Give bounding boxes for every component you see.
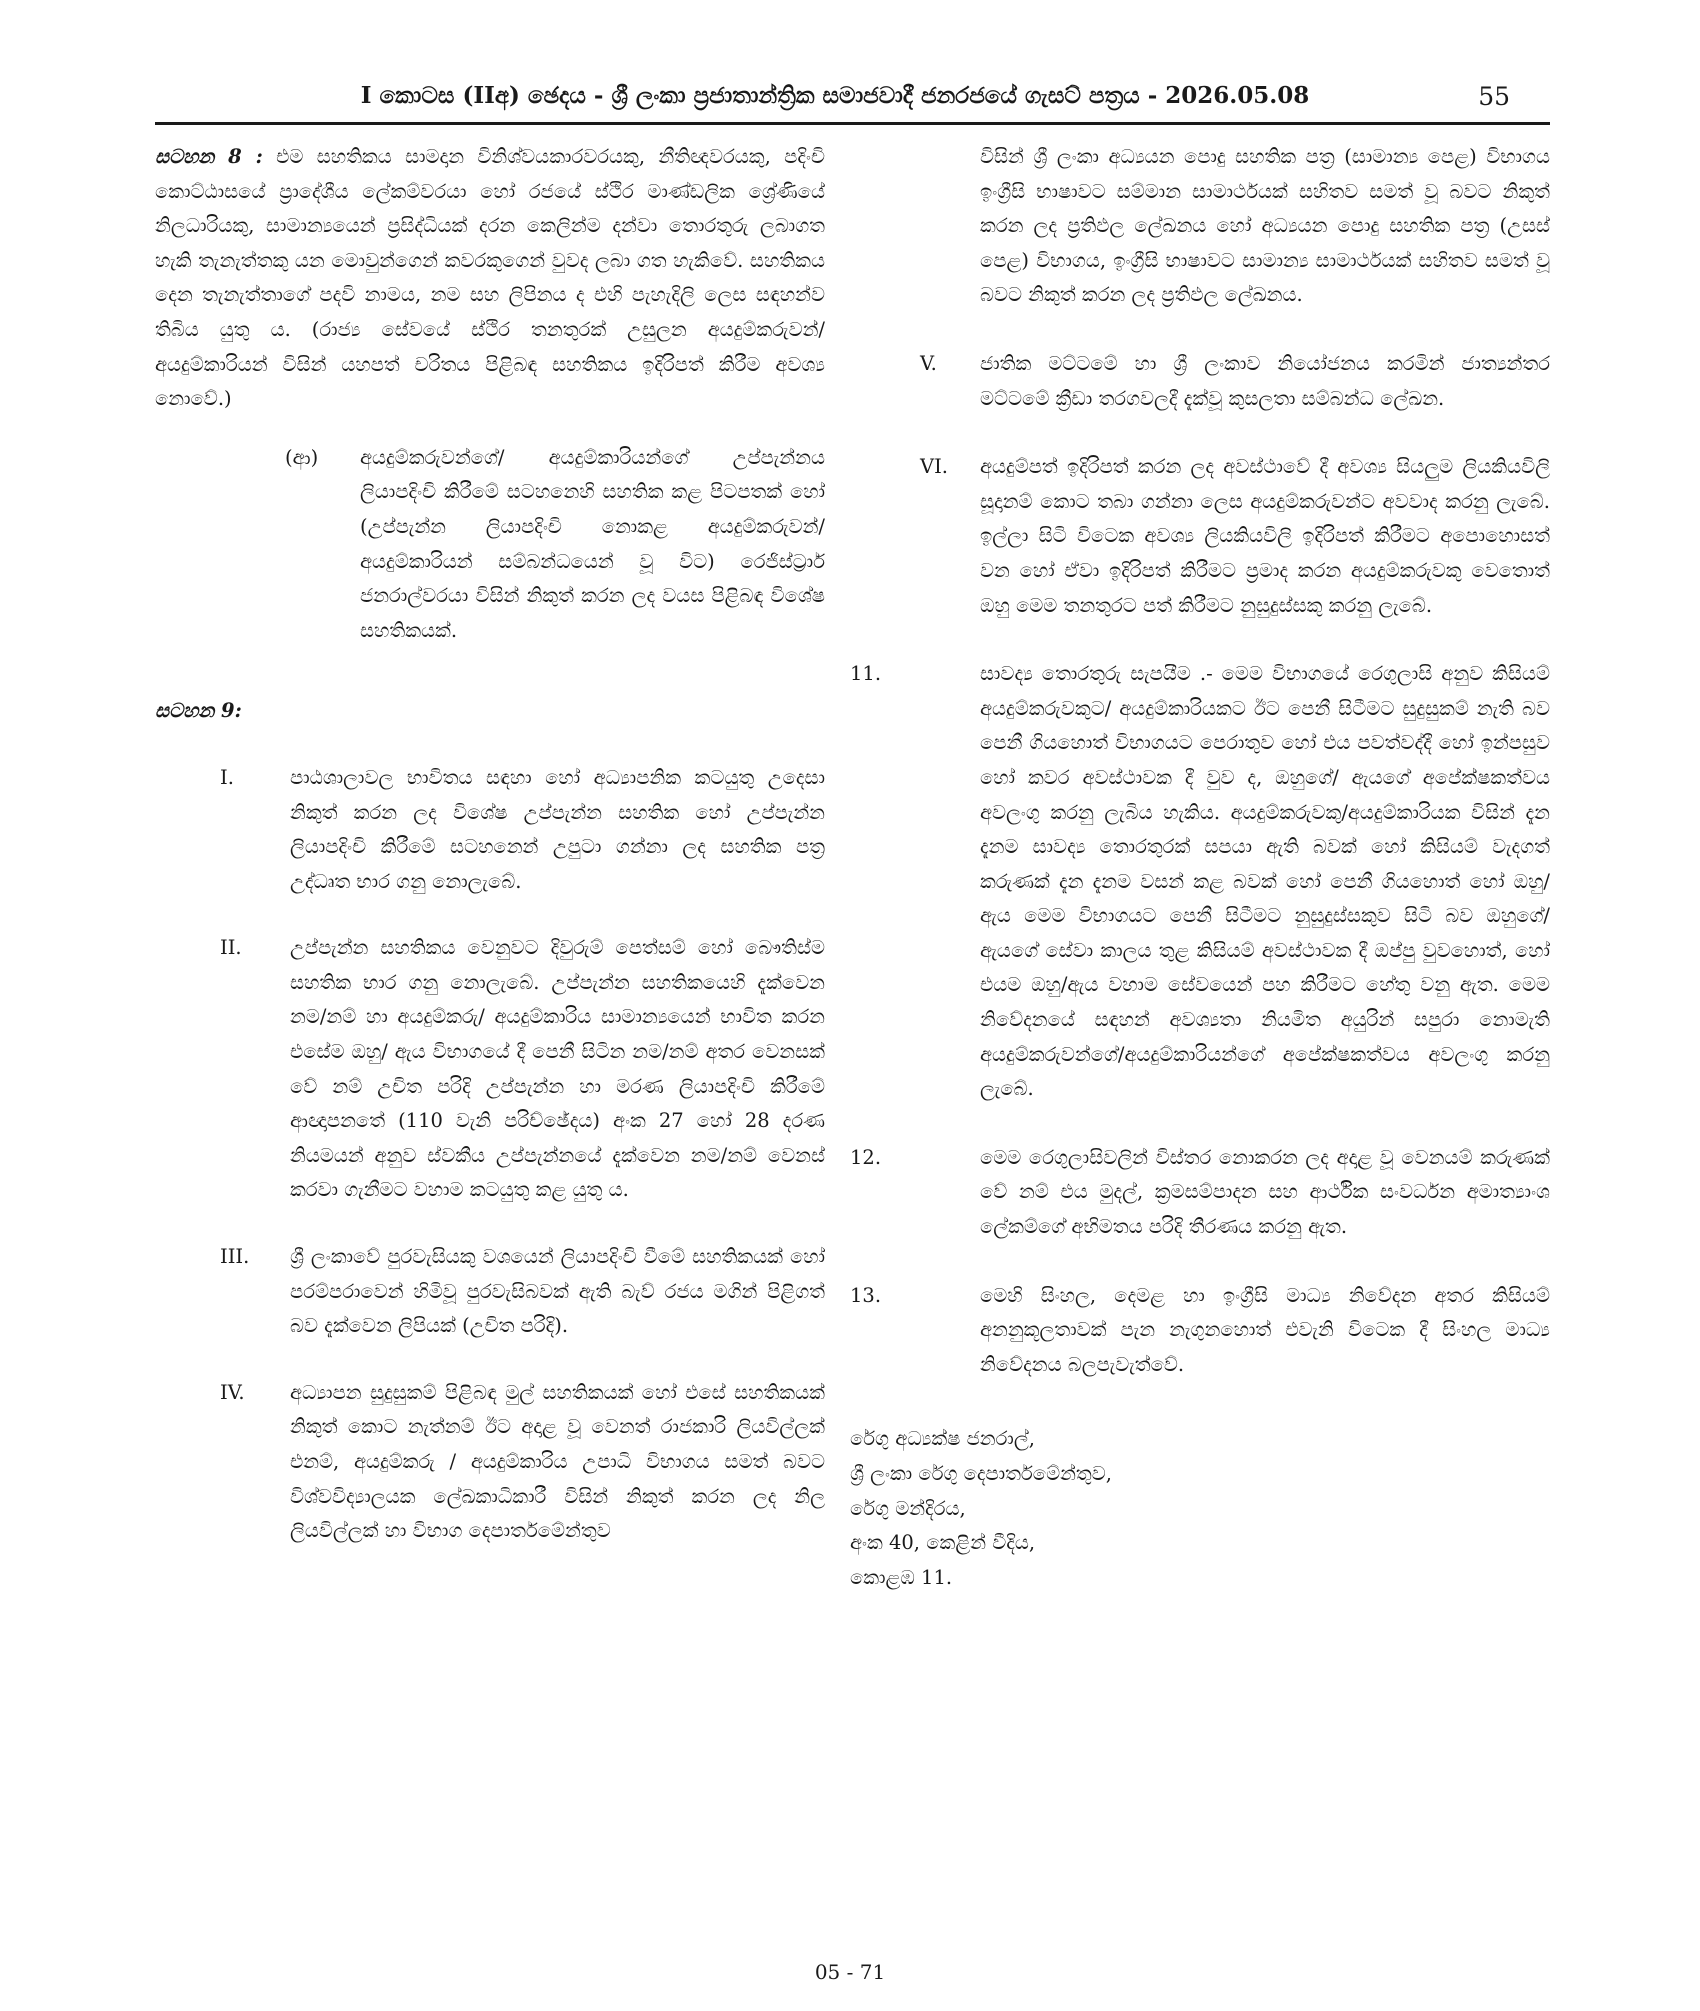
list-item [155, 761, 825, 899]
list-item-text: අයදුම්පත් ඉදිරිපත් කරන ලද අවස්ථාවේ දී අවශ්‍ය සියලුම ලියකියවිලි සූදානම් කොට තබා ගන්නා ලෙස අයදුම්කරුවන්ට අවවාද කරනු ලැබේ. ඉල්ලා සිටි විටෙක අවශ්‍ය ලියකියවිලි ඉදිරිපත් කිරීමට අපොහොසත් වන හෝ ඒවා ඉදිරිපත් කිරීමට ප්‍රමාද කරන අයදුම්කරුවකු වෙතොත් ඔහු මෙම තනතුරට පත් කිරීමට නුසුදුස්සකු කරනු ලැබේ. [980, 455, 1550, 617]
numbered-item [850, 1141, 1550, 1245]
signature-line: රේගු අධ්‍යක්ෂ ජනරාල්, [850, 1427, 1035, 1451]
list-item-label: IV. [220, 1380, 245, 1404]
left-column [155, 140, 825, 1549]
numbered-item-text: සාවද්‍ය තොරතුරු සැපයීම .- මෙම විභාගයේ රෙගුලාසි අනුව කිසියම් අයදුම්කරුවකුට/ අයදුම්කාරියකට ඊට පෙනී සිටීමට සුදුසුකම් නැති බව පෙනී ගියහොත් විභාගයට පෙරාතුව හෝ එය පවත්වද්දී හෝ ඉන්පසුව හෝ කවර අවස්ථාවක දී වුව ද, ඔහුගේ/ ඇයගේ අපේක්ෂකත්වය අවලංගු කරනු ලැබිය හැකිය. අයදුම්කරුවකු/අයදුම්කාරියක විසින් දැන දැනම සාවද්‍ය තොරතුරක් සපයා ඇති බවක් හෝ කිසියම් වැදගත් කරුණක් දැන දැනම වසන් කළ බවක් හෝ පෙනී ගියහොත් හෝ ඔහු/ඇය මෙම විභාගයට පෙනී සිටීමට නුසුදුස්සකුව සිටි බව ඔහුගේ/ඇයගේ සේවා කාලය තුළ කිසියම් අවස්ථාවක දී ඔප්පු වුවහොත්, හෝ එයම ඔහු/ඇය වහාම සේවයෙන් පහ කිරීමට හේතු වනු ඇත. මෙම නිවේදනයේ සඳහන් අවශ්‍යතා නියමිත අයුරින් සපුරා නොමැති අයදුම්කරුවන්ගේ/අයදුම්කාරියන්ගේ අපේක්ෂකත්වය අවලංගු කරනු ලැබේ. [980, 662, 1550, 1101]
numbered-item [850, 657, 1550, 1107]
sub-item-a-text: අයදුම්කරුවන්ගේ/ අයදුම්කාරියන්ගේ උප්පැන්නය ලියාපදිංචි කිරීමේ සටහනෙහි සහතික කළ පිටපතක් හෝ (උප්පැන්න ලියාපදිංචි නොකළ අයදුම්කරුවන්/ අයදුම්කාරියන් සම්බන්ධයෙන් වූ විට) රෙජිස්ට්‍රාර් ජනරාල්වරයා විසින් නිකුත් කරන ලද වයස පිළිබඳ විශේෂ සහතිකයක්. [360, 445, 825, 642]
note-8 [155, 140, 825, 417]
list-item-text: ශ්‍රී ලංකාවේ පුරවැසියකු වශයෙන් ලියාපදිංචි වීමේ සහතිකයක් හෝ පරම්පරාවෙන් හිමිවූ පුරවැසිබවක් ඇති බැව් රජය මගින් පිළිගත් බව දැක්වෙන ලිපියක් (උචිත පරිදි). [290, 1245, 825, 1338]
note-8-label: සටහන 8 : [155, 145, 263, 168]
numbered-item-text: මෙම රෙගුලාසිවලින් විස්තර නොකරන ලද අදාළ වූ වෙනයම් කරුණක් වේ නම් එය මුදල්, ක්‍රමසම්පාදන සහ ආර්ථික සංවර්ධන අමාත්‍යාංශ ලේකම්ගේ අභිමතය පරිදි තීරණය කරනු ඇත. [980, 1145, 1550, 1239]
list-item [155, 1240, 825, 1344]
sub-item-a-label: (ආ) [285, 445, 319, 469]
list-item-text: අධ්‍යාපන සුදුසුකම් පිළිබඳ මුල් සහතිකයක් හෝ එසේ සහතිකයක් නිකුත් කොට නැත්නම් ඊට අදාළ වූ වෙනත් රාජකාරි ලියවිල්ලක් එනම්, අයදුම්කරු / අයදුම්කාරිය උපාධි විභාගය සමත් බවට විශ්වවිද්‍යාලයක ලේඛකාධිකාරී විසින් නිකුත් කරන ලද නිල ලියවිල්ලක් හා විභාග දෙපාර්තමේන්තුව [290, 1380, 825, 1543]
signature-line: රේගු මන්දිරය, [850, 1496, 966, 1520]
page-header [155, 80, 1550, 125]
list-item-label: II. [220, 936, 242, 960]
continued-text: විසින් ශ්‍රී ලංකා අධ්‍යයන පොදු සහතික පත්‍ර (සාමාන්‍ය පෙළ) විභාගය ඉංග්‍රීසි භාෂාවට සම්මාන සාමාර්ථයක් සහිතව සමත් වූ බවට නිකුත් කරන ලද ප්‍රතිඵල ලේඛනය හෝ අධ්‍යයන පොදු සහතික පත්‍ර (උසස් පෙළ) විභාගය, ඉංග්‍රීසි භාෂාවට සාමාන්‍ය සාමාර්ථයක් සහිතව සමත් වූ බවට නිකුත් කරන ලද ප්‍රතිඵල ලේඛනය. [980, 145, 1550, 307]
list-item [850, 347, 1550, 416]
list-item-text: උප්පැන්න සහතිකය වෙනුවට දිවුරුම් පෙත්සම් හෝ බෞතිස්ම සහතික භාර ගනු නොලැබේ. උප්පැන්න සහතිකයෙහි දැක්වෙන නම/නම් හා අයදුම්කරු/ අයදුම්කාරිය සාමාන්‍යයෙන් භාවිත කරන එසේම ඔහු/ ඇය විභාගයේ දී පෙනී සිටින නම/නම් අතර වෙනසක් වේ නම් උචිත පරිදි උප්පැන්න හා මරණ ලියාපදිංචි කිරීමේ ආඥාපනතේ (110 වැනි පරිච්ඡේදය) අංක 27 හෝ 28 දරණ නියමයන් අනුව ස්වකීය උප්පැන්නයේ දැක්වෙන නම/නම් වෙනස් කරවා ගැනීමට වහාම කටයුතු කළ යුතු ය. [290, 936, 825, 1202]
signature-line: කොළඹ 11. [850, 1565, 953, 1589]
note-9-label: සටහන 9: [155, 699, 242, 723]
continued-item [850, 140, 1550, 313]
signature-line: අංක 40, කෙළින් වීදිය, [850, 1531, 1036, 1555]
list-item-label: I. [220, 765, 234, 789]
list-item [155, 1376, 825, 1549]
numbered-item-label: 13. [850, 1283, 882, 1307]
signature-block [850, 1422, 1550, 1595]
list-item-text: පාඨශාලාවල භාවිතය සඳහා හෝ අධ්‍යාපනික කටයුතු උදෙසා නිකුත් කරන ලද විශේෂ උප්පැන්න සහතික හෝ උප්පැන්න ලියාපදිංචි කිරීමේ සටහනෙන් උපුටා ගන්නා ලද සහතික පත්‍ර උද්ධෘත භාර ගනු නොලැබේ. [290, 765, 825, 893]
footer-code: 05 - 71 [814, 1960, 886, 1984]
page-number: 55 [1478, 82, 1510, 111]
numbered-item-label: 11. [850, 662, 882, 686]
note-8-text: එම සහතිකය සාමදාන විනිශ්වයකාරවරයකු, නීතිඥවරයකු, පදිංචි කොට්ඨාසයේ ප්‍රාදේශීය ලේකම්වරයා හෝ රජයේ ස්ථිර මාණ්ඩලික ශ්‍රේණියේ නිලධාරියකු, සාමාන්‍යයෙන් ප්‍රසිද්ධියක් දරන කෙලින්ම දන්වා තොරතුරු ලබාගත හැකි තැනැත්තකු යන මොවුන්ගෙන් කවරකුගෙන් වුවද ලබා ගත හැකිවේ. සහතිකය දෙන තැනැත්තාගේ පදවි නාමය, නම සහ ලිපිනය ද එහි පැහැදිලි ලෙස සඳහන්ව තිබිය යුතු ය. (රාජ්‍ය සේවයේ ස්ථිර තනතුරක් උසුලන අයදුම්කරුවන්/ අයදුම්කාරියන් විසින් යහපත් චරිතය පිළිබඳ සහතිකය ඉදිරිපත් කිරීම අවශ්‍ය නොවේ.) [155, 145, 825, 411]
signature-line: ශ්‍රී ලංකා රේගු දෙපාර්තමේන්තුව, [850, 1462, 1112, 1485]
list-item [850, 450, 1550, 623]
numbered-item [850, 1279, 1550, 1383]
right-column [850, 140, 1550, 1595]
list-item-text: ජාතික මට්ටමේ හා ශ්‍රී ලංකාව නියෝජනය කරමින් ජාත්‍යන්තර මට්ටමේ ක්‍රීඩා තරගවලදී දැක්වූ කුසලතා සම්බන්ධ ලේඛන. [980, 351, 1550, 410]
sub-item-a [285, 441, 825, 649]
list-item-label: VI. [920, 455, 948, 479]
gazette-title: I කොටස (IIඅ) ඡෙදය - ශ්‍රී ලංකා ප්‍රජාතාන්ත්‍රික සමාජවාදී ජනරජයේ ගැසට් පත්‍රය - 2026.05.08 [360, 82, 1310, 109]
list-item-label: V. [920, 351, 937, 375]
list-item [155, 931, 825, 1208]
numbered-item-label: 12. [850, 1145, 882, 1169]
list-item-label: III. [220, 1245, 250, 1269]
numbered-item-text: මෙහි සිංහල, දෙමළ හා ඉංග්‍රීසි මාධ්‍ය නිවේදන අතර කිසියම් අනනුකූලතාවක් පැන නැගුනහොත් එවැනි විටෙක දී සිංහල මාධ්‍ය නිවේදනය බලපැවැත්වේ. [980, 1283, 1550, 1376]
